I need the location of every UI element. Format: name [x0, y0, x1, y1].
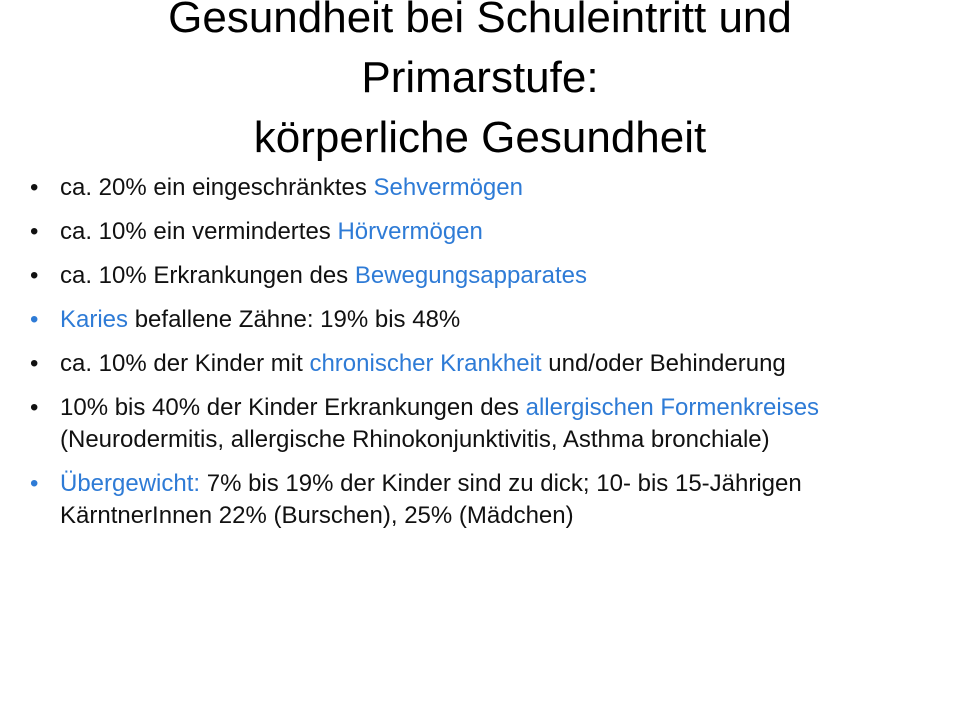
bullet-text-after: (Neurodermitis, allergische Rhinokonjunktivitis, Asthma bronchiale) [60, 426, 770, 453]
bullet-highlight: allergischen Formenkreises [525, 394, 820, 421]
bullet-dot: • [30, 470, 39, 497]
bullet-highlight: Karies [60, 306, 129, 333]
bullet-dot: • [30, 306, 39, 333]
bullet-highlight: Bewegungsapparates [354, 262, 588, 289]
title-line-1: Gesundheit bei Schuleintritt und [168, 0, 792, 42]
bullet-highlight: Übergewicht: [60, 470, 201, 497]
bullet-item-sehvermoegen [30, 172, 860, 204]
bullet-text: ca. 20% ein eingeschränktes [60, 174, 374, 201]
bullet-dot: • [30, 262, 39, 289]
bullet-item-uebergewicht [30, 468, 860, 532]
bullet-dot: • [30, 174, 39, 201]
bullet-text: ca. 10% Erkrankungen des [60, 262, 355, 289]
title-line-3: körperliche Gesundheit [253, 113, 707, 162]
bullet-list [30, 172, 860, 544]
bullet-text-after: und/oder Behinderung [541, 350, 786, 377]
bullet-dot: • [30, 218, 39, 245]
bullet-dot: • [30, 350, 39, 377]
bullet-item-chronische-krankheit [30, 348, 860, 380]
bullet-item-hoervermoegen [30, 216, 860, 248]
title-line-2: Primarstufe: [361, 53, 599, 102]
slide-title [0, 0, 960, 168]
bullet-item-karies [30, 304, 860, 336]
bullet-item-allergien [30, 392, 860, 456]
bullet-text: ca. 10% der Kinder mit [60, 350, 310, 377]
bullet-text-after: befallene Zähne: 19% bis 48% [128, 306, 461, 333]
bullet-text: ca. 10% ein vermindertes [60, 218, 338, 245]
bullet-item-bewegungsapparat [30, 260, 860, 292]
bullet-highlight: Sehvermögen [373, 174, 523, 201]
bullet-dot: • [30, 394, 39, 421]
bullet-highlight: chronischer Krankheit [309, 350, 542, 377]
bullet-text: 10% bis 40% der Kinder Erkrankungen des [60, 394, 526, 421]
bullet-highlight: Hörvermögen [337, 218, 483, 245]
bullet-text-after: 7% bis 19% der Kinder sind zu dick; 10- bis 15-Jährigen KärntnerInnen 22% (Burschen), 25% (Mädchen) [60, 470, 802, 529]
